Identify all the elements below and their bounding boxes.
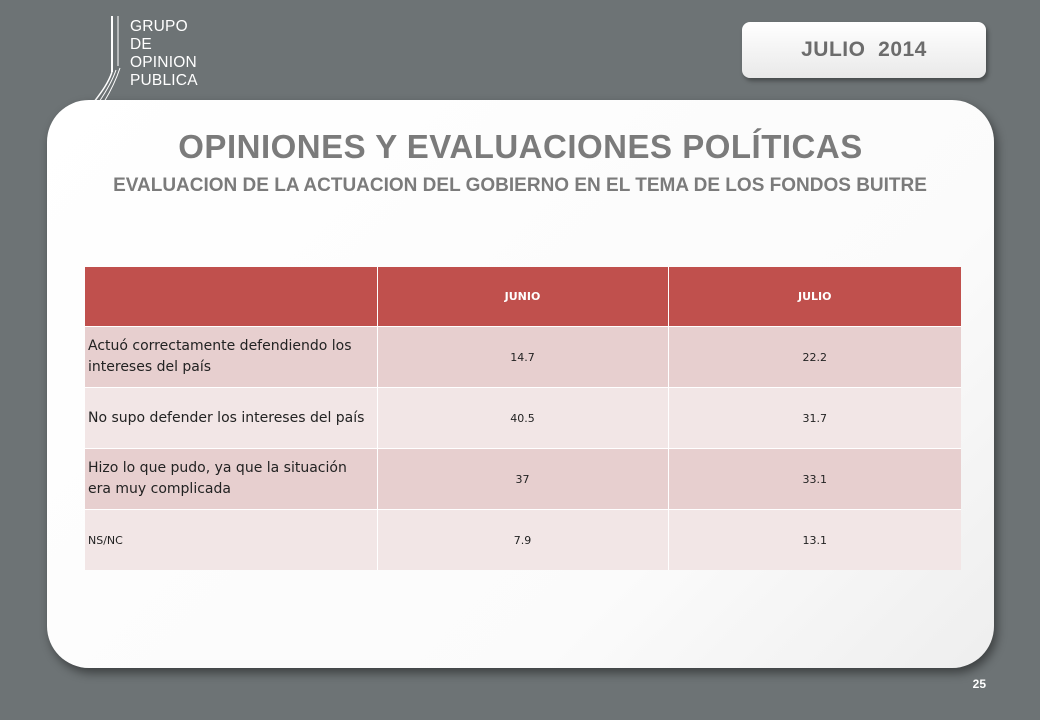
page-title: OPINIONES Y EVALUACIONES POLÍTICAS <box>178 128 863 165</box>
row-label: No supo defender los intereses del país <box>85 388 377 449</box>
table-header-row <box>85 267 961 327</box>
logo-mark-icon <box>92 14 132 104</box>
table-row <box>85 449 961 510</box>
julio-value: 33.1 <box>668 449 961 510</box>
row-label: Hizo lo que pudo, ya que la situación era muy complicada <box>85 449 377 510</box>
junio-value: 40.5 <box>377 388 668 449</box>
junio-value: 7.9 <box>377 510 668 571</box>
julio-value: 13.1 <box>668 510 961 571</box>
table-row <box>85 510 961 571</box>
results-table <box>85 267 961 570</box>
junio-value: 14.7 <box>377 327 668 388</box>
column-header-label <box>85 267 377 327</box>
row-label: NS/NC <box>85 510 377 571</box>
logo-line: PUBLICA <box>130 72 198 89</box>
date-tab <box>742 22 986 78</box>
logo-line: OPINION <box>130 54 197 71</box>
column-header-julio: JULIO <box>668 267 961 327</box>
logo-text <box>130 18 198 90</box>
junio-value: 37 <box>377 449 668 510</box>
date-label: JULIO 2014 <box>801 38 927 61</box>
logo-line: GRUPO <box>130 18 188 35</box>
julio-value: 22.2 <box>668 327 961 388</box>
page-number: 25 <box>972 677 986 691</box>
julio-value: 31.7 <box>668 388 961 449</box>
logo-line: DE <box>130 36 152 53</box>
logo <box>92 14 232 104</box>
column-header-junio: JUNIO <box>377 267 668 327</box>
row-label: Actuó correctamente defendiendo los intereses del país <box>85 327 377 388</box>
table-row <box>85 327 961 388</box>
page-subtitle: EVALUACION DE LA ACTUACION DEL GOBIERNO EN EL TEMA DE LOS FONDOS BUITRE <box>113 175 927 196</box>
table-row <box>85 388 961 449</box>
